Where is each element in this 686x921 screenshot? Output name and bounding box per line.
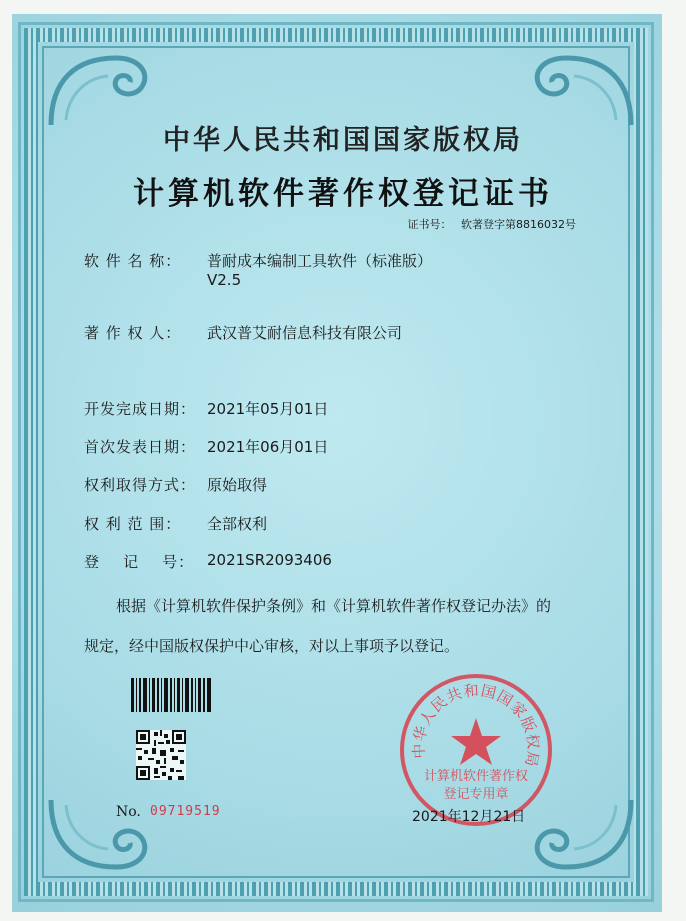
- certificate-title: 计算机软件著作权登记证书: [133, 176, 553, 212]
- seal-line-1: 计算机软件著作权: [423, 769, 529, 784]
- svg-text:中华人民共和国国家版权局: 中华人民共和国国家版权局: [409, 681, 543, 770]
- seal-line-2: 登记专用章: [443, 787, 509, 802]
- issue-date: 2021年12月21日: [412, 809, 526, 825]
- field-value-software-version: V2.5: [207, 271, 242, 289]
- field-value-publish-date: 2021年06月01日: [207, 438, 329, 456]
- field-label-copyright-owner: 著 作 权 人：: [84, 324, 182, 342]
- field-value-acquisition: 原始取得: [207, 476, 268, 494]
- statement-line-1: 根据《计算机软件保护条例》和《计算机软件著作权登记办法》的: [116, 597, 552, 615]
- field-label-publish-date: 首次发表日期：: [84, 438, 197, 456]
- field-label-acquisition: 权利取得方式：: [84, 476, 197, 494]
- field-value-copyright-owner: 武汉普艾耐信息科技有限公司: [207, 324, 403, 342]
- field-label-registration-no: 登 记 号：: [84, 553, 195, 571]
- certificate-number: [408, 216, 577, 232]
- field-value-software-name: 普耐成本编制工具软件（标准版）: [207, 252, 433, 270]
- field-label-scope: 权 利 范 围：: [84, 515, 182, 533]
- seal-star-icon: [451, 718, 501, 765]
- field-value-registration-no: 2021SR2093406: [207, 551, 332, 569]
- barcode: [131, 678, 211, 712]
- field-value-scope: 全部权利: [207, 515, 268, 533]
- certificate-number-label: 证书号：: [407, 218, 452, 231]
- statement-line-2: 规定，经中国版权保护中心审核，对以上事项予以登记。: [84, 637, 460, 655]
- certificate-number-value: 软著登字第8816032号: [461, 218, 576, 231]
- serial-number: 09719519: [150, 804, 221, 819]
- field-label-software-name: 软 件 名 称：: [84, 252, 182, 270]
- field-value-dev-date: 2021年05月01日: [207, 400, 329, 418]
- qr-code: [136, 730, 186, 780]
- field-label-dev-date: 开发完成日期：: [84, 400, 197, 418]
- issuer-title: 中华人民共和国国家版权局: [163, 125, 523, 156]
- serial-label: No.: [116, 804, 141, 820]
